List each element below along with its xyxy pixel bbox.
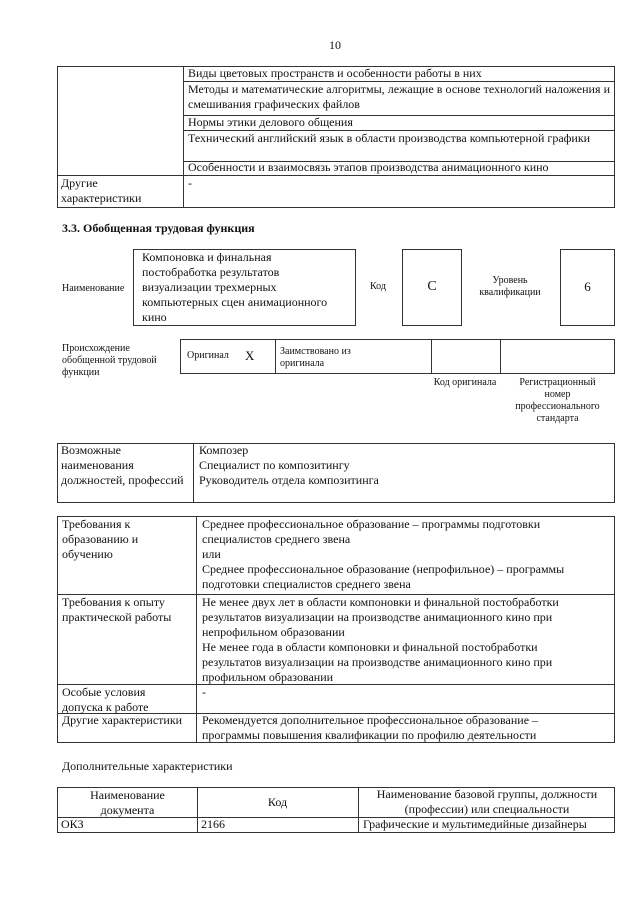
- position-item: Композер: [199, 443, 249, 457]
- level-value: 6: [584, 279, 591, 294]
- code-value: C: [427, 279, 437, 294]
- original-mark: X: [245, 348, 255, 363]
- borrowed-label: Заимствовано из оригинала: [280, 346, 351, 369]
- cell-document: ОКЗ: [61, 817, 84, 831]
- other-label: Другие характеристики: [61, 176, 142, 205]
- knowledge-item: Методы и математические алгоритмы, лежащие в основе технологий наложения и смешивания графических файлов: [188, 82, 610, 111]
- position-item: Специалист по композитингу: [199, 458, 350, 472]
- code-label: Код: [370, 281, 386, 292]
- section-heading: 3.3. Обобщенная трудовая функция: [62, 221, 255, 235]
- name-value: Компоновка и финальная постобработка результатов визуализации трехмерных компьютерных сцен анимационного кино: [142, 250, 328, 324]
- req-label: Требования к опыту практической работы: [62, 595, 172, 624]
- header-group: Наименование базовой группы, должности (профессии) или специальности: [376, 787, 598, 816]
- knowledge-item: Виды цветовых пространств и особенности работы в них: [188, 66, 482, 80]
- additional-title: Дополнительные характеристики: [62, 759, 233, 773]
- knowledge-item: Особенности и взаимосвязь этапов производства анимационного кино: [188, 160, 549, 174]
- origin-label: Происхождение обобщенной трудовой функции: [62, 343, 157, 378]
- req-label: Другие характеристики: [62, 713, 183, 727]
- code-original-label: Код оригинала: [433, 377, 497, 388]
- header-document: Наименование документа: [90, 788, 165, 817]
- name-label: Наименование: [62, 283, 125, 294]
- req-value: -: [202, 685, 206, 699]
- header-code: Код: [267, 795, 288, 809]
- position-item: Руководитель отдела композитинга: [199, 473, 379, 487]
- req-label: Особые условия допуска к работе: [62, 685, 149, 714]
- knowledge-item: Нормы этики делового общения: [188, 115, 353, 129]
- page-number: 10: [329, 38, 341, 52]
- positions-label: Возможные наименования должностей, профессий: [61, 443, 184, 487]
- req-label: Требования к образованию и обучению: [62, 517, 139, 561]
- original-label: Оригинал: [187, 350, 229, 361]
- cell-group: Графические и мультимедийные дизайнеры: [363, 817, 587, 831]
- req-value: Не менее двух лет в области компоновки и финальной постобработки результатов визуализации на производстве анимационного кино при непрофильном образовании Не менее года в области компоновки и финальной постобработки результатов визуализации на производстве анимационного кино при профильном образовании: [202, 595, 559, 684]
- level-label: Уровень квалификации: [479, 275, 541, 298]
- cell-code: 2166: [201, 817, 225, 831]
- other-value: -: [188, 176, 192, 190]
- reg-number-label: Регистрационный номер профессионального стандарта: [515, 377, 600, 424]
- knowledge-item: Технический английский язык в области производства компьютерной графики: [188, 131, 591, 145]
- req-value: Рекомендуется дополнительное профессиональное образование – программы повышения квалификации по профилю деятельности: [202, 713, 539, 742]
- req-value: Среднее профессиональное образование – программы подготовки специалистов среднего звена или Среднее профессиональное образование (непрофильное) – программы подготовки специалистов среднего звена: [202, 517, 565, 591]
